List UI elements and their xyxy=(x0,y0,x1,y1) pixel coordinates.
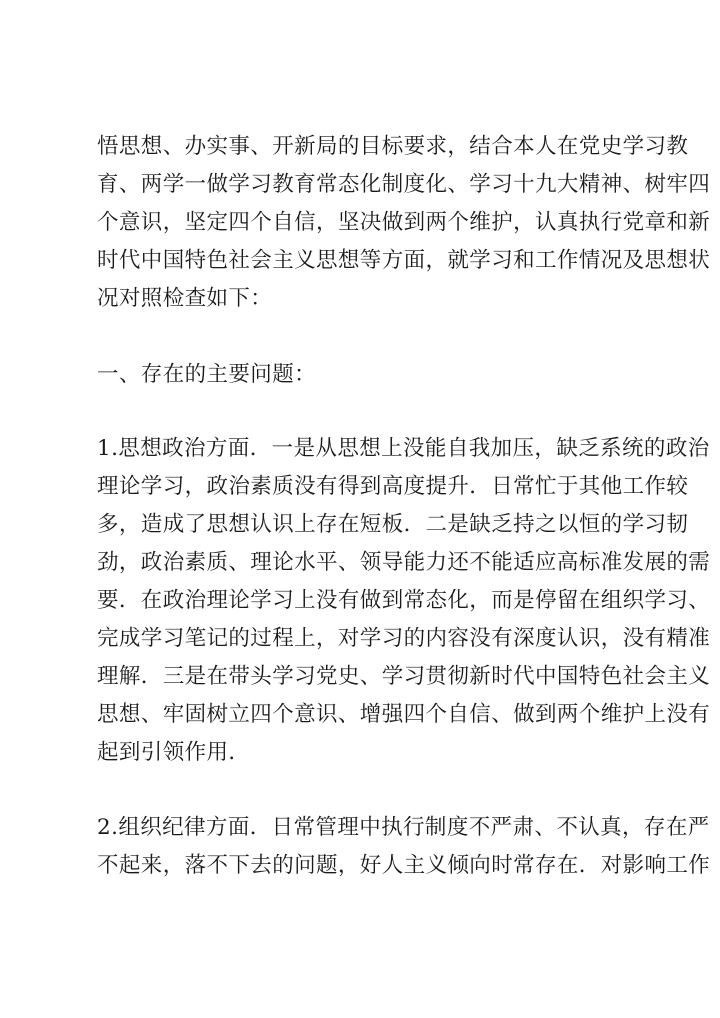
paragraph-1-line-8: 思想、牢固树立四个意识、增强四个自信、做到两个维护上没有 xyxy=(97,702,711,727)
paragraph-1-line-9: 起到引领作用． xyxy=(97,740,251,765)
paragraph-1-line-2: 理论学习，政治素质没有得到高度提升．日常忙于其他工作较 xyxy=(97,474,689,499)
paragraph-1-line-1: 1.思想政治方面．一是从思想上没能自我加压，缺乏系统的政治 xyxy=(97,436,710,461)
paragraph-2-line-1: 2.组织纪律方面．日常管理中执行制度不严肃、不认真，存在严 xyxy=(97,815,710,840)
intro-line-2: 育、两学一做学习教育常态化制度化、学习十九大精神、树牢四 xyxy=(97,172,711,197)
paragraph-1-line-5: 要．在政治理论学习上没有做到常态化，而是停留在组织学习、 xyxy=(97,588,711,613)
paragraph-1-line-4: 劲，政治素质、理论水平、领导能力还不能适应高标准发展的需 xyxy=(97,550,711,575)
paragraph-2-line-2: 不起来，落不下去的问题，好人主义倾向时常存在．对影响工作 xyxy=(97,853,711,878)
paragraph-1-line-7: 理解．三是在带头学习党史、学习贯彻新时代中国特色社会主义 xyxy=(97,664,711,689)
paragraph-1-line-3: 多，造成了思想认识上存在短板．二是缺乏持之以恒的学习韧 xyxy=(97,512,689,537)
intro-line-3: 个意识，坚定四个自信，坚决做到两个维护，认真执行党章和新 xyxy=(97,210,711,235)
intro-line-4: 时代中国特色社会主义思想等方面，就学习和工作情况及思想状 xyxy=(97,248,711,273)
section-heading: 一、存在的主要问题： xyxy=(97,362,317,387)
paragraph-1-line-6: 完成学习笔记的过程上，对学习的内容没有深度认识，没有精准 xyxy=(97,626,711,651)
intro-line-1: 悟思想、办实事、开新局的目标要求，结合本人在党史学习教 xyxy=(97,134,689,159)
intro-line-5: 况对照检查如下： xyxy=(97,286,273,311)
